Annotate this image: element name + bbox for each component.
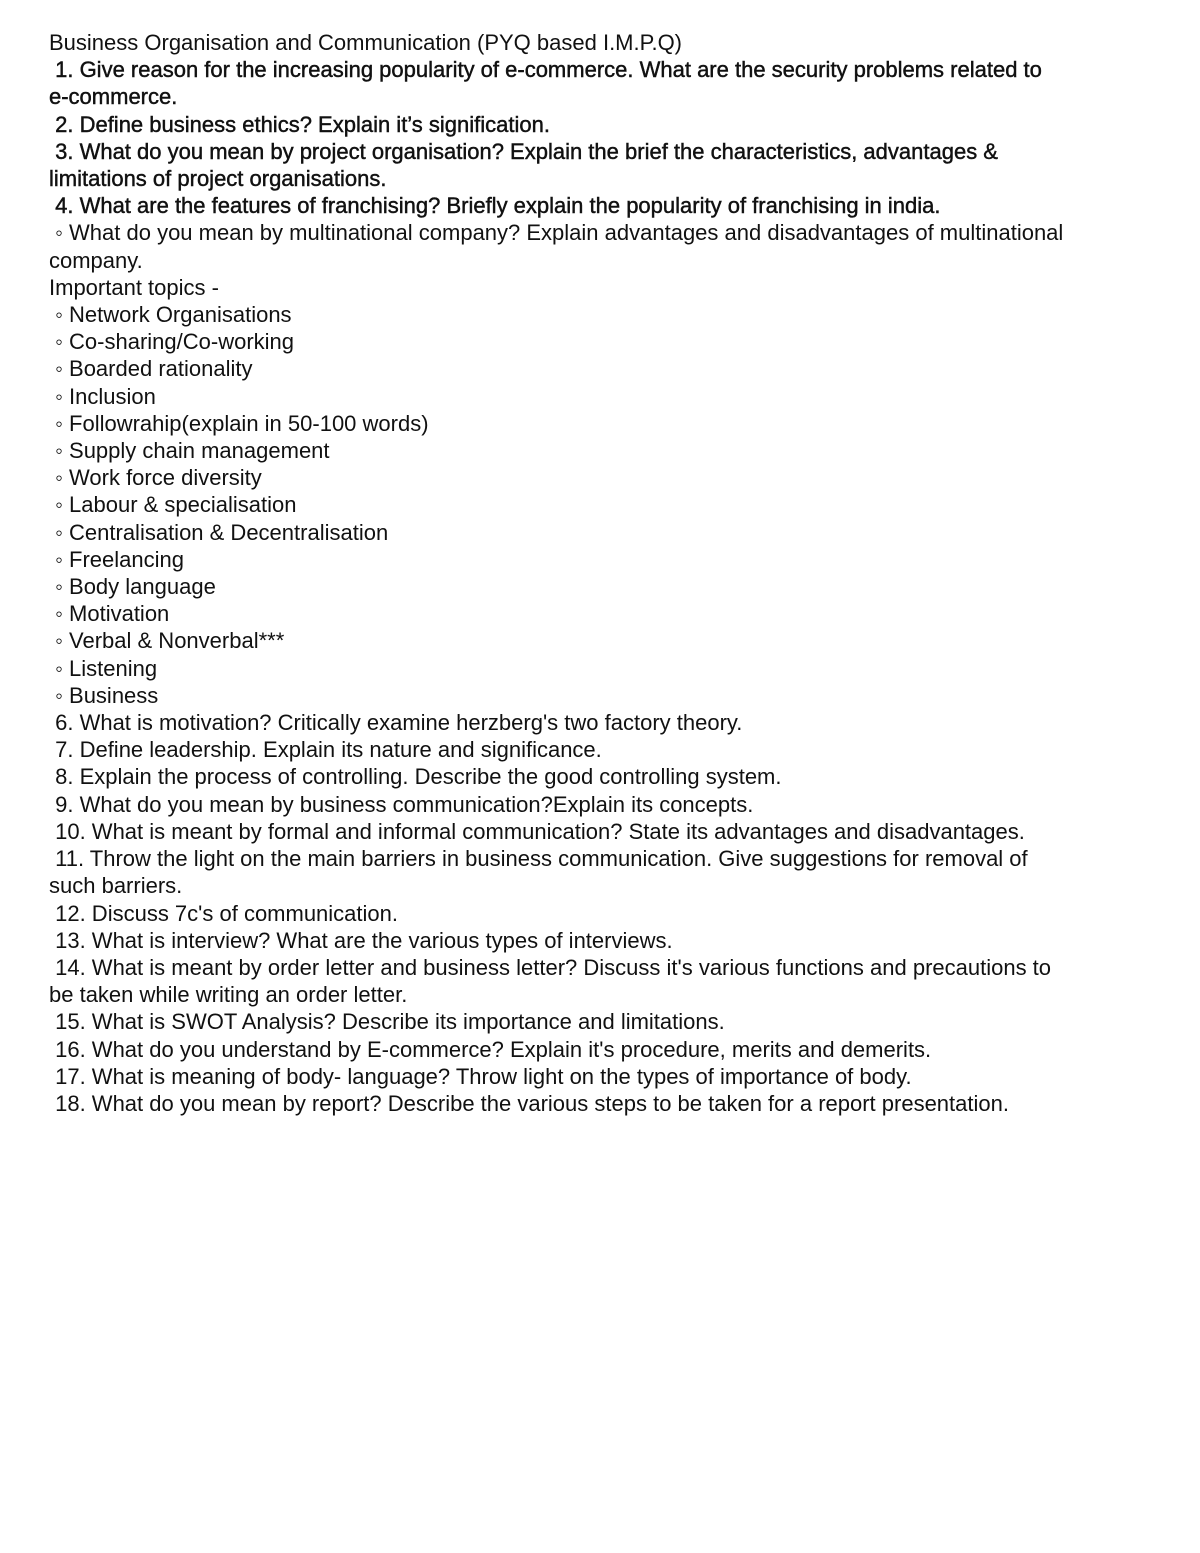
topic-item: ◦ Body language [49,574,216,600]
document-body [49,29,1149,1117]
question-line: company. [49,247,143,273]
question-line: limitations of project organisations. [49,166,387,192]
topic-item: ◦ Boarded rationality [49,356,253,382]
question-line: 14. What is meant by order letter and business letter? Discuss it's various functions and precautions to [49,954,1052,980]
question-line: 12. Discuss 7c's of communication. [49,900,399,926]
topic-item: ◦ Motivation [49,601,170,627]
question-line: 13. What is interview? What are the various types of interviews. [49,927,673,953]
topics-list [49,301,1149,709]
topic-item: ◦ Centralisation & Decentralisation [49,519,389,545]
topic-item: ◦ Co-sharing/Co-working [49,329,294,355]
question-line: 17. What is meaning of body- language? Throw light on the types of importance of body. [49,1063,912,1089]
topic-item: ◦ Inclusion [49,383,156,409]
question-line: 3. What do you mean by project organisation? Explain the brief the characteristics, advantages & [49,138,998,164]
mnc-question-block [49,219,1149,273]
question-line: 2. Define business ethics? Explain it’s signification. [49,111,550,137]
bold-questions-block [49,56,1149,219]
topic-item: ◦ Supply chain management [49,438,330,464]
question-line: 4. What are the features of franchising? Briefly explain the popularity of franchising in india. [49,193,941,219]
topic-item: ◦ Freelancing [49,546,184,572]
topic-item: ◦ Business [49,682,159,708]
questions-list [49,709,1149,1117]
question-line: 16. What do you understand by E-commerce? Explain it's procedure, merits and demerits. [49,1036,932,1062]
topics-heading: Important topics - [49,274,219,300]
topic-item: ◦ Work force diversity [49,465,262,491]
question-line: 11. Throw the light on the main barriers in business communication. Give suggestions for removal of [49,846,1028,872]
question-line: such barriers. [49,873,183,899]
question-line: ◦ What do you mean by multinational company? Explain advantages and disadvantages of multinational [49,220,1064,246]
question-line: 15. What is SWOT Analysis? Describe its importance and limitations. [49,1009,725,1035]
question-line: be taken while writing an order letter. [49,982,408,1008]
document-title: Business Organisation and Communication (PYQ based I.M.P.Q) [49,30,683,55]
topic-item: ◦ Verbal & Nonverbal*** [49,628,285,654]
question-line: 6. What is motivation? Critically examine herzberg's two factory theory. [49,710,743,736]
question-line: 9. What do you mean by business communication?Explain its concepts. [49,791,754,817]
topic-item: ◦ Listening [49,655,158,681]
question-line: 7. Define leadership. Explain its nature and significance. [49,737,602,763]
question-line: 8. Explain the process of controlling. Describe the good controlling system. [49,764,782,790]
question-line: e-commerce. [49,84,178,110]
question-line: 10. What is meant by formal and informal communication? State its advantages and disadvantages. [49,818,1025,844]
topic-item: ◦ Followrahip(explain in 50-100 words) [49,410,429,436]
question-line: 1. Give reason for the increasing popularity of e-commerce. What are the security problems related to [49,57,1042,83]
topic-item: ◦ Labour & specialisation [49,492,297,518]
question-line: 18. What do you mean by report? Describe the various steps to be taken for a report presentation. [49,1090,1009,1116]
topic-item: ◦ Network Organisations [49,302,292,328]
